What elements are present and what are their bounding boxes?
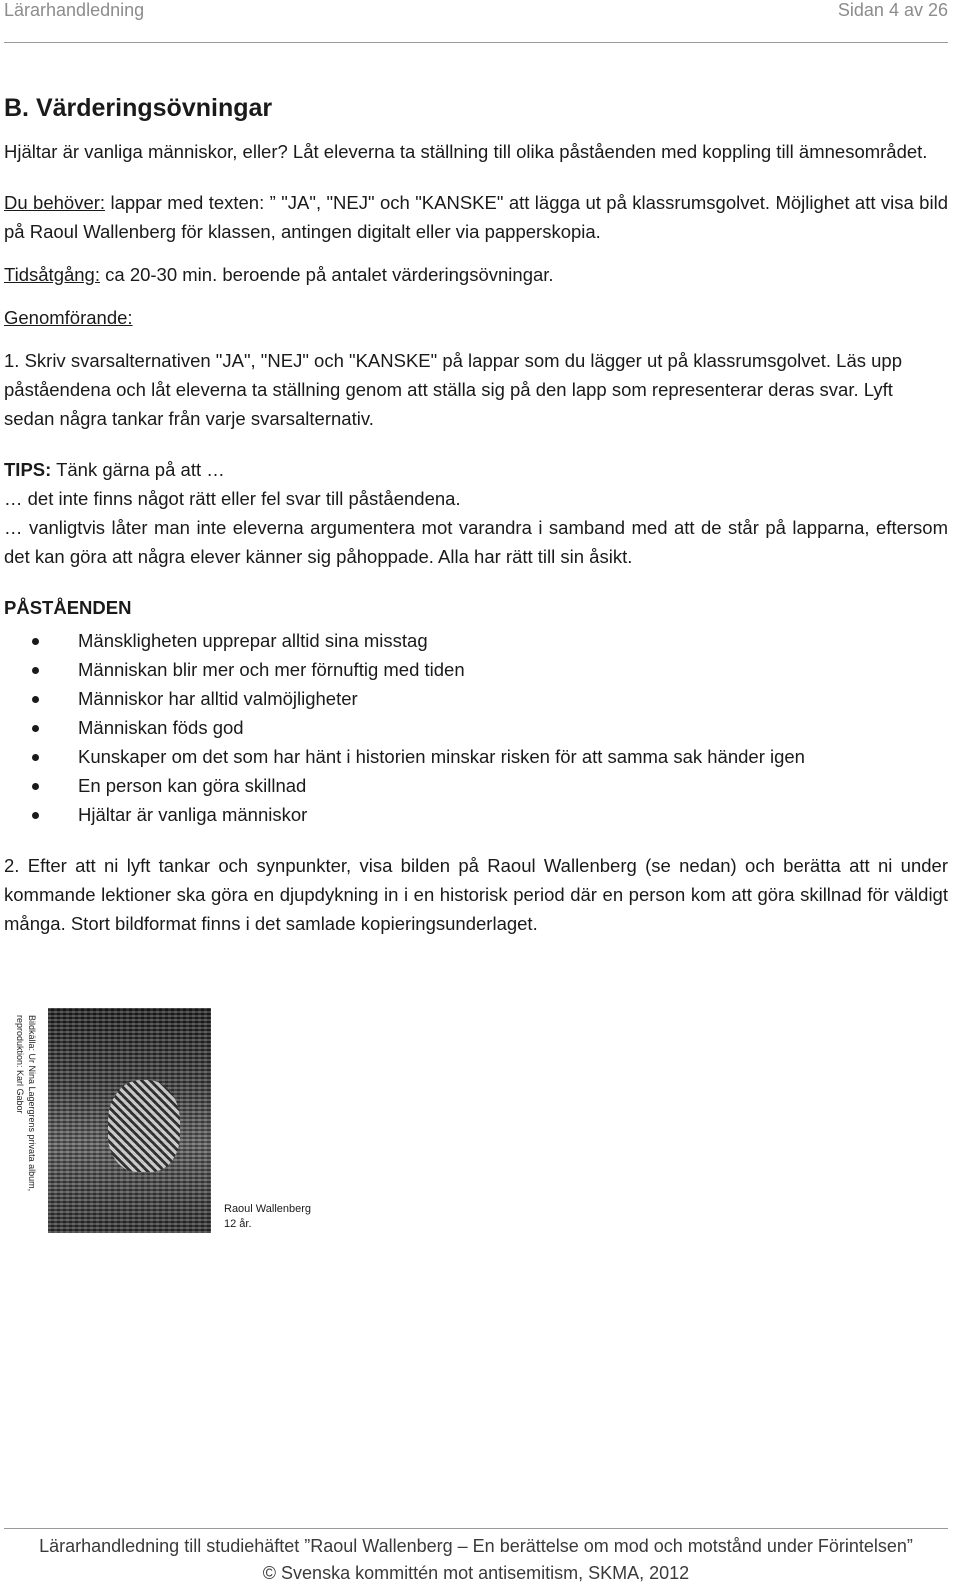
photo-credit-line-2: reproduktion: Karl Gabor — [15, 1015, 25, 1114]
list-item: Hjältar är vanliga människor — [4, 800, 948, 829]
claims-list — [4, 626, 948, 829]
bullet-icon — [32, 638, 39, 645]
bullet-icon — [32, 696, 39, 703]
time-paragraph — [4, 260, 948, 289]
footer-copyright: © Svenska kommittén mot antisemitism, SKMA, 2012 — [262, 1563, 690, 1583]
photo-credit-line-1: Bildkälla: Ur Nina Lagergrens privata album, — [27, 1015, 37, 1192]
bullet-icon — [32, 812, 39, 819]
needs-paragraph — [4, 188, 948, 246]
wallenberg-photo — [48, 1008, 211, 1233]
list-item: Kunskaper om det som har hänt i historien minskar risken för att samma sak händer igen — [4, 742, 948, 771]
tips-item-1: … det inte finns något rätt eller fel svar till påståendena. — [4, 488, 461, 509]
time-text: ca 20-30 min. beroende på antalet värderingsövningar. — [100, 264, 554, 285]
bullet-icon — [32, 754, 39, 761]
intro-paragraph: Hjältar är vanliga människor, eller? Låt eleverna ta ställning till olika påståenden med koppling till ämnesområdet. — [4, 141, 928, 162]
footer-title: Lärarhandledning till studiehäftet ”Raoul Wallenberg – En berättelse om mod och motstånd under Förintelsen” — [39, 1536, 913, 1556]
photo-portrait — [108, 1080, 180, 1172]
needs-text: lappar med texten: ” "JA", "NEJ" och "KANSKE" att lägga ut på klassrumsgolvet. Möjlighet att visa bild på Raoul Wallenberg för klassen, antingen digitalt eller via papperskopia. — [4, 192, 948, 242]
tips-heading — [4, 455, 948, 484]
tips-text: Tänk gärna på att … — [51, 459, 225, 480]
needs-label: Du behöver: — [4, 192, 106, 213]
step-1-paragraph: 1. Skriv svarsalternativen "JA", "NEJ" och "KANSKE" på lappar som du lägger ut på klassrumsgolvet. Läs upp påståendena och låt eleverna ta ställning genom att ställa sig på den lapp som representerar deras svar. Lyft sedan några tankar från varje svarsalternativ. — [4, 350, 903, 429]
bullet-icon — [32, 725, 39, 732]
list-item: En person kan göra skillnad — [4, 771, 948, 800]
bullet-icon — [32, 783, 39, 790]
caption-age: 12 år. — [224, 1218, 252, 1230]
page-footer — [4, 1528, 948, 1587]
tips-item-2: … vanligtvis låter man inte eleverna argumentera mot varandra i samband med att de står på lapparna, eftersom det kan göra att några elever känner sig påhoppade. Alla har rätt till sin åsikt. — [4, 517, 948, 567]
tips-label: TIPS: — [4, 459, 52, 480]
page-header — [4, 0, 948, 43]
list-item: Mänskligheten upprepar alltid sina misstag — [4, 626, 948, 655]
procedure-label: Genomförande: — [4, 307, 133, 328]
photo-caption — [224, 1202, 311, 1232]
caption-name: Raoul Wallenberg — [224, 1203, 312, 1215]
bullet-icon — [32, 667, 39, 674]
step-2-paragraph: 2. Efter att ni lyft tankar och synpunkter, visa bilden på Raoul Wallenberg (se nedan) och berätta att ni under kommande lektioner ska göra en djupdykning in i en historisk period där en person kom att göra skillnad för väldigt många. Stort bildformat finns i det samlade kopieringsunderlaget. — [4, 855, 948, 934]
list-item: Människor har alltid valmöjligheter — [4, 684, 948, 713]
page-number: Sidan 4 av 26 — [837, 0, 948, 20]
section-title: B. Värderingsövningar — [4, 94, 273, 122]
time-label: Tidsåtgång: — [4, 264, 100, 285]
list-item: Människan blir mer och mer förnuftig med tiden — [4, 655, 948, 684]
header-title: Lärarhandledning — [4, 0, 145, 20]
list-item: Människan föds god — [4, 713, 948, 742]
document-body — [4, 94, 948, 938]
claims-title: PÅSTÅENDEN — [4, 597, 132, 618]
